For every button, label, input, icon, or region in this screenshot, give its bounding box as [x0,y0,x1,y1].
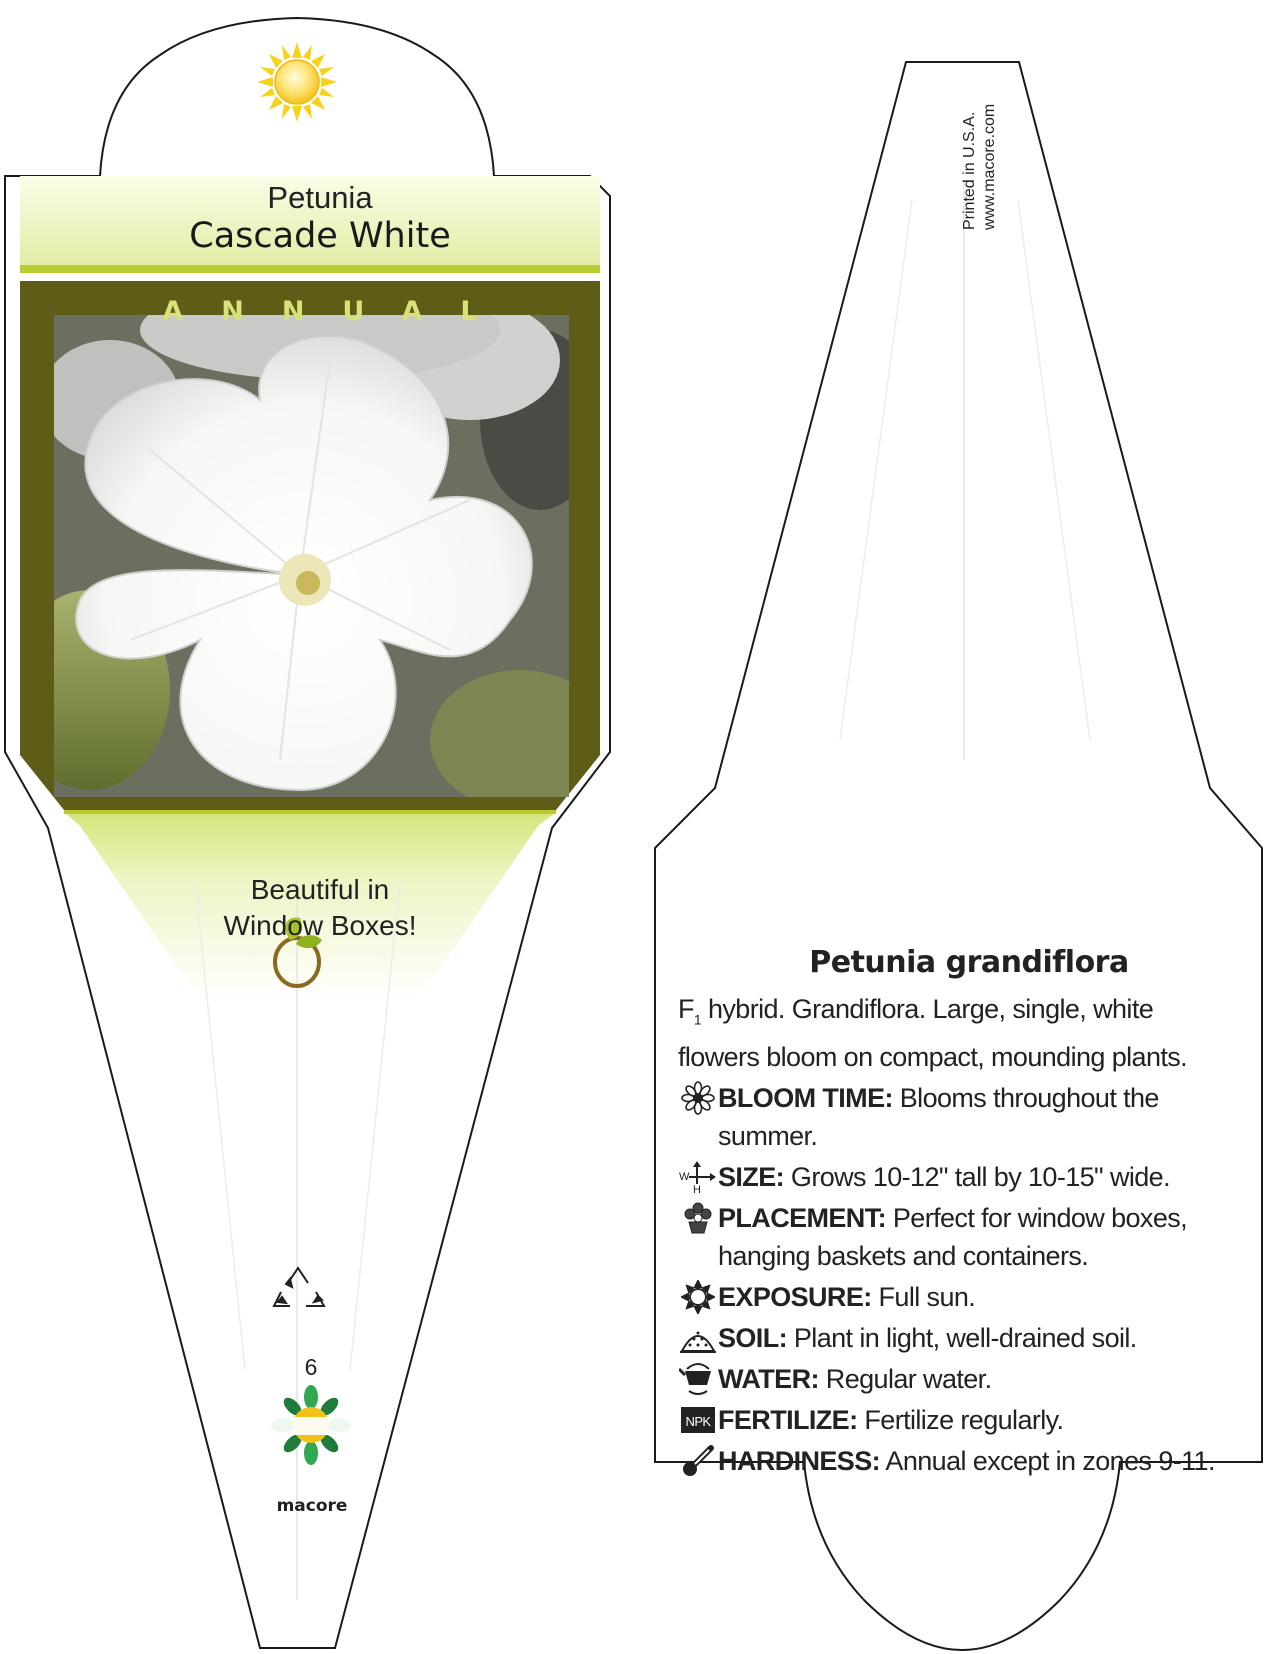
attr-value: Fertilize regularly. [857,1405,1064,1436]
imprint [960,30,1000,230]
recycle-code: 6 [304,1354,318,1380]
tagline [120,872,520,944]
attr-label: SOIL: [718,1323,787,1354]
thermometer-icon [678,1442,718,1480]
soil-icon [678,1319,718,1357]
size-icon-w: W [679,1171,689,1184]
npk-icon [678,1401,718,1439]
imprint-url: www.macore.com [981,103,998,230]
attr-label: BLOOM TIME: [718,1083,893,1114]
plant-cultivar: Cascade White [189,216,451,256]
imprint-country: Printed in U.S.A. [961,111,978,230]
attr-value: Regular water. [818,1364,992,1395]
watering-can-icon [678,1360,718,1398]
attr-label: PLACEMENT: [718,1203,886,1234]
attr-size [678,1158,1238,1196]
attr-label: HARDINESS: [718,1446,881,1477]
description [678,990,1238,1076]
attr-exposure [678,1278,1238,1316]
attr-hardiness [678,1442,1238,1480]
attr-value: Perfect for window boxes, hanging baskets and containers. [718,1203,1188,1272]
attr-bloom-time [678,1079,1238,1155]
attr-label: SIZE: [718,1162,785,1193]
attr-label: WATER: [718,1364,819,1395]
attr-value: Annual except in zones 9-11. [880,1446,1215,1477]
tagline-line-1: Beautiful in [250,874,390,905]
sun-icon [678,1278,718,1316]
attr-value: Grows 10-12" tall by 10-15" wide. [784,1162,1170,1193]
desc-body: hybrid. Grandiflora. Large, single, white flowers bloom on compact, mounding plants. [678,994,1188,1073]
placement-icon [678,1199,718,1237]
species-title: Petunia grandiflora [809,945,1129,980]
attr-label: EXPOSURE: [718,1282,872,1313]
brand-name: macore [276,1496,348,1516]
care-info [678,945,1238,1480]
tagline-line-2: Window Boxes! [223,910,417,941]
desc-prefix: F [678,994,694,1024]
flower-icon [678,1079,718,1117]
attr-fertilize [678,1401,1238,1439]
attr-label: FERTILIZE: [718,1405,858,1436]
attr-value: Plant in light, well-drained soil. [787,1323,1137,1354]
attr-soil [678,1319,1238,1357]
npk-text: NPK [685,1414,711,1430]
attr-placement [678,1199,1238,1275]
attr-water [678,1360,1238,1398]
attr-value: Full sun. [871,1282,976,1313]
plant-genus: Petunia [267,180,373,215]
attr-value: Blooms throughout the summer. [718,1083,1159,1152]
size-icon-h: H [693,1184,701,1195]
category-label: ANNUAL [162,296,516,327]
desc-subscript: 1 [693,1011,702,1028]
size-icon [678,1158,718,1196]
